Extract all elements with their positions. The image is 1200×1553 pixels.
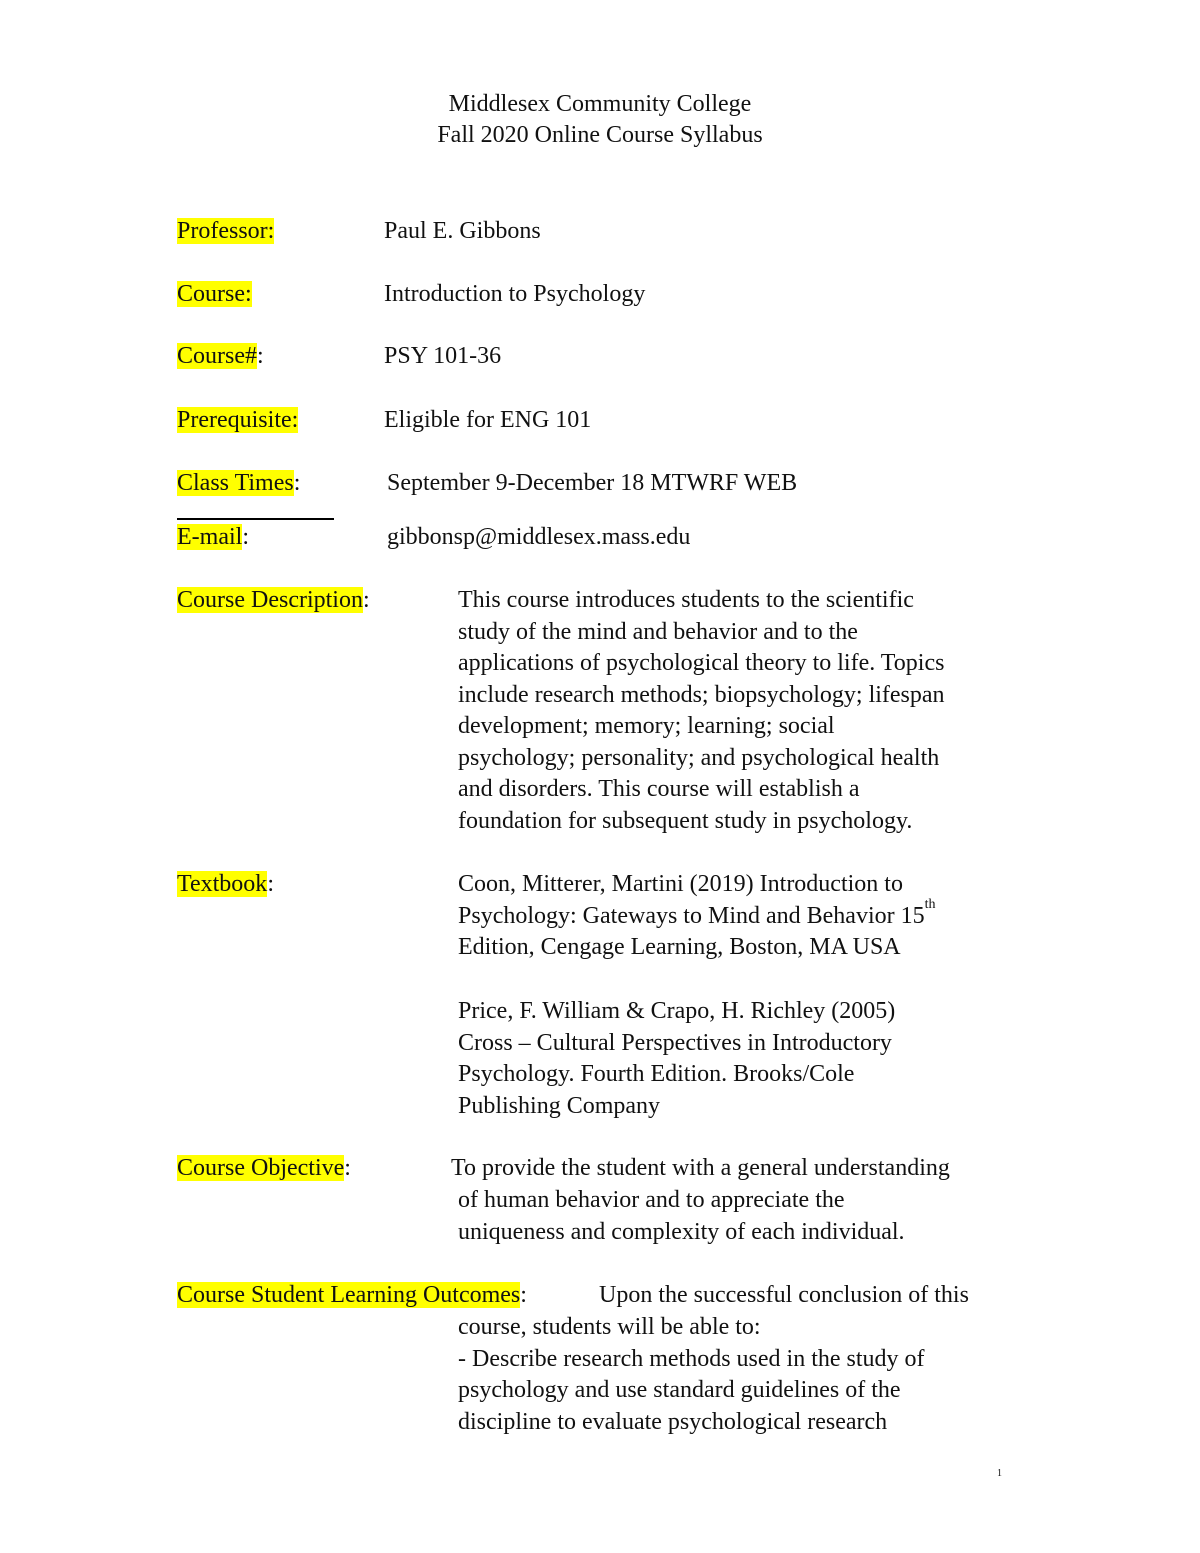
course-number-label: Course#: (177, 343, 264, 369)
email-label: E-mail: (177, 524, 249, 550)
outcomes-line: course, students will be able to: (458, 1314, 761, 1340)
divider-line (177, 518, 334, 520)
objective-line: of human behavior and to appreciate the (458, 1187, 845, 1213)
objective-text (458, 1187, 1038, 1250)
textbook-line: Cross – Cultural Perspectives in Introductory (458, 1029, 892, 1056)
description-line: foundation for subsequent study in psychology. (458, 807, 913, 834)
description-line: development; memory; learning; social (458, 713, 835, 739)
course-value: Introduction to Psychology (384, 281, 646, 307)
description-line: This course introduces students to the scientific (458, 587, 914, 613)
outcomes-line: discipline to evaluate psychological research (458, 1408, 888, 1435)
description-line: and disorders. This course will establish a (458, 776, 860, 802)
prerequisite-label: Prerequisite: (177, 407, 299, 433)
description-text (458, 587, 1038, 839)
college-name: Middlesex Community College (448, 91, 752, 117)
description-label: Course Description: (177, 587, 370, 613)
description-line: applications of psychological theory to life. Topics (458, 650, 945, 676)
outcomes-first-line: Upon the successful conclusion of this (599, 1282, 969, 1308)
objective-label: Course Objective: (177, 1155, 351, 1181)
outcomes-text (458, 1314, 1038, 1440)
textbook-line: Psychology. Fourth Edition. Brooks/Cole (458, 1061, 855, 1087)
page-number: 1 (997, 1468, 1002, 1479)
email-value: gibbonsp@middlesex.mass.edu (387, 524, 691, 550)
textbook-primary (458, 871, 1038, 966)
outcomes-label: Course Student Learning Outcomes: (177, 1282, 527, 1308)
description-line: include research methods; biopsychology; lifespan (458, 681, 945, 708)
description-line: psychology; personality; and psychological health (458, 744, 940, 771)
textbook-line: Publishing Company (458, 1092, 661, 1119)
objective-line: uniqueness and complexity of each individual. (458, 1218, 905, 1245)
textbook-line: Price, F. William & Crapo, H. Richley (2005) (458, 998, 896, 1024)
class-times-label: Class Times: (177, 470, 301, 496)
description-line: study of the mind and behavior and to the (458, 618, 858, 645)
outcomes-line: psychology and use standard guidelines of the (458, 1377, 901, 1403)
prerequisite-value: Eligible for ENG 101 (384, 407, 592, 433)
class-times-value: September 9-December 18 MTWRF WEB (387, 470, 798, 496)
textbook-line: Edition, Cengage Learning, Boston, MA USA (458, 934, 901, 960)
outcomes-line: - Describe research methods used in the study of (458, 1345, 925, 1372)
professor-label: Professor: (177, 218, 275, 244)
objective-first-line: To provide the student with a general understanding (451, 1155, 950, 1181)
course-number-value: PSY 101-36 (384, 343, 502, 369)
textbook-line: Coon, Mitterer, Martini (2019) Introduction to (458, 871, 903, 897)
textbook-line: Psychology: Gateways to Mind and Behavior 15th (458, 896, 936, 929)
course-label: Course: (177, 281, 252, 307)
textbook-label: Textbook: (177, 871, 274, 897)
professor-value: Paul E. Gibbons (384, 218, 541, 244)
syllabus-title: Fall 2020 Online Course Syllabus (437, 122, 763, 148)
textbook-secondary (458, 998, 1038, 1124)
